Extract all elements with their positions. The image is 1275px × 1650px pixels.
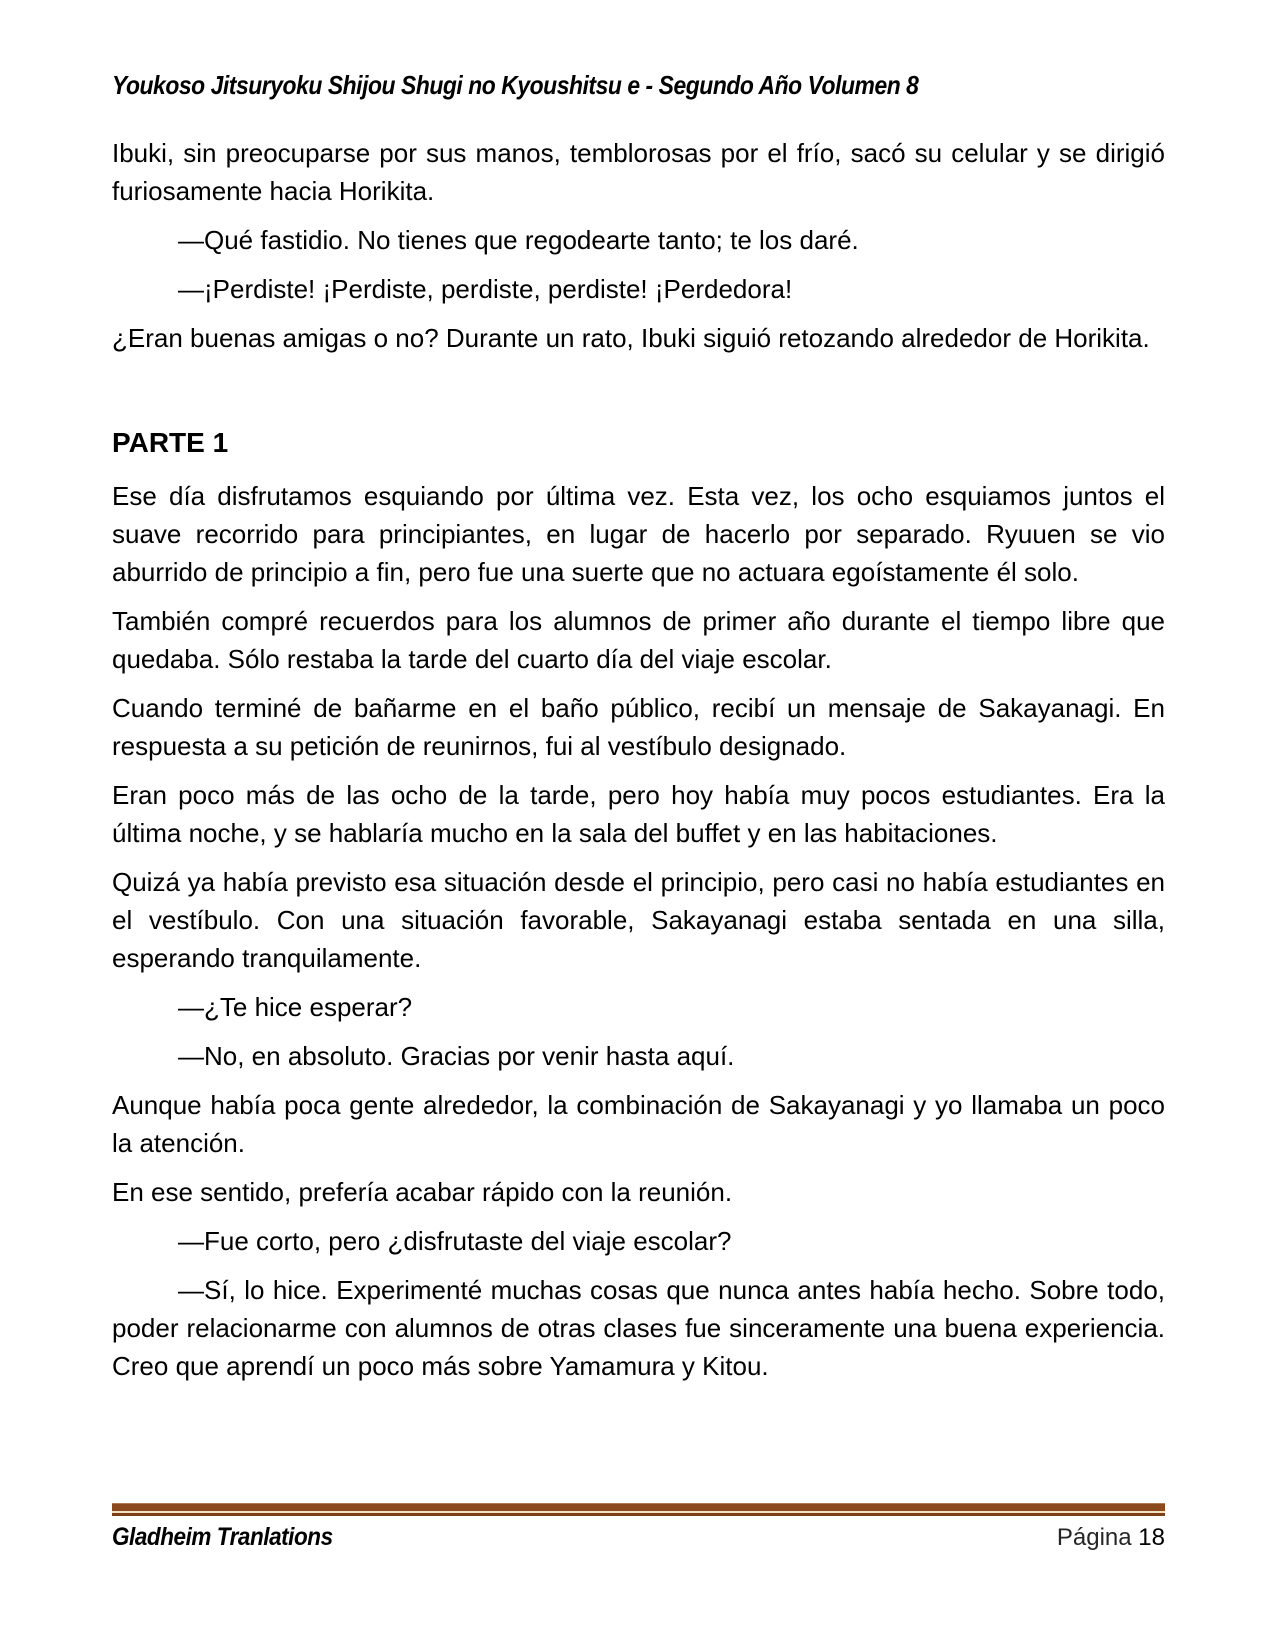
paragraph: Ibuki, sin preocuparse por sus manos, temblorosas por el frío, sacó su celular y se dirigió furiosamente hacia Horikita.: [112, 138, 1165, 206]
paragraph: ¿Eran buenas amigas o no? Durante un rato, Ibuki siguió retozando alrededor de Horikita.: [112, 323, 1150, 353]
dialogue-paragraph: —No, en absoluto. Gracias por venir hasta aquí.: [178, 1041, 735, 1071]
page-footer: [112, 1503, 1165, 1552]
footer-page: [1057, 1524, 1165, 1552]
paragraph: Quizá ya había previsto esa situación desde el principio, pero casi no había estudiantes en el vestíbulo. Con una situación favorable, Sakayanagi estaba sentada en una silla, esperando tranquilamente.: [112, 867, 1165, 973]
paragraph: Eran poco más de las ocho de la tarde, pero hoy había muy pocos estudiantes. Era la última noche, y se hablaría mucho en la sala del buffet y en las habitaciones.: [112, 780, 1165, 848]
paragraph: Ese día disfrutamos esquiando por última vez. Esta vez, los ocho esquiamos juntos el suave recorrido para principiantes, en lugar de hacerlo por separado. Ryuuen se vio aburrido de principio a fin, pero fue una suerte que no actuara egoístamente él solo.: [112, 481, 1165, 587]
dialogue-paragraph: —Sí, lo hice. Experimenté muchas cosas que nunca antes había hecho. Sobre todo, poder relacionarme con alumnos de otras clases fue sinceramente una buena experiencia. Creo que aprendí un poco más sobre Yamamura y Kitou.: [112, 1275, 1165, 1381]
section-heading: PARTE 1: [112, 427, 229, 458]
dialogue-paragraph: —Fue corto, pero ¿disfrutaste del viaje escolar?: [178, 1226, 732, 1256]
page-body: [112, 134, 1165, 1396]
footer-rule: [112, 1503, 1165, 1516]
dialogue-paragraph: —¿Te hice esperar?: [178, 992, 413, 1022]
footer-brand: Gladheim Tranlations: [112, 1523, 333, 1551]
paragraph: Aunque había poca gente alrededor, la combinación de Sakayanagi y yo llamaba un poco la atención.: [112, 1090, 1165, 1158]
footer-row: [112, 1523, 1165, 1552]
paragraph: También compré recuerdos para los alumnos de primer año durante el tiempo libre que quedaba. Sólo restaba la tarde del cuarto día del viaje escolar.: [112, 606, 1165, 674]
paragraph: Cuando terminé de bañarme en el baño público, recibí un mensaje de Sakayanagi. En respuesta a su petición de reunirnos, fui al vestíbulo designado.: [112, 693, 1165, 761]
dialogue-paragraph: —¡Perdiste! ¡Perdiste, perdiste, perdiste! ¡Perdedora!: [178, 274, 793, 304]
page-header: [112, 70, 1165, 101]
footer-page-number: 18: [1138, 1524, 1165, 1551]
paragraph: En ese sentido, prefería acabar rápido con la reunión.: [112, 1177, 733, 1207]
footer-page-label: Página: [1056, 1524, 1132, 1551]
header-title: Youkoso Jitsuryoku Shijou Shugi no Kyoushitsu e - Segundo Año Volumen 8: [112, 70, 919, 100]
dialogue-paragraph: —Qué fastidio. No tienes que regodearte tanto; te los daré.: [178, 225, 859, 255]
